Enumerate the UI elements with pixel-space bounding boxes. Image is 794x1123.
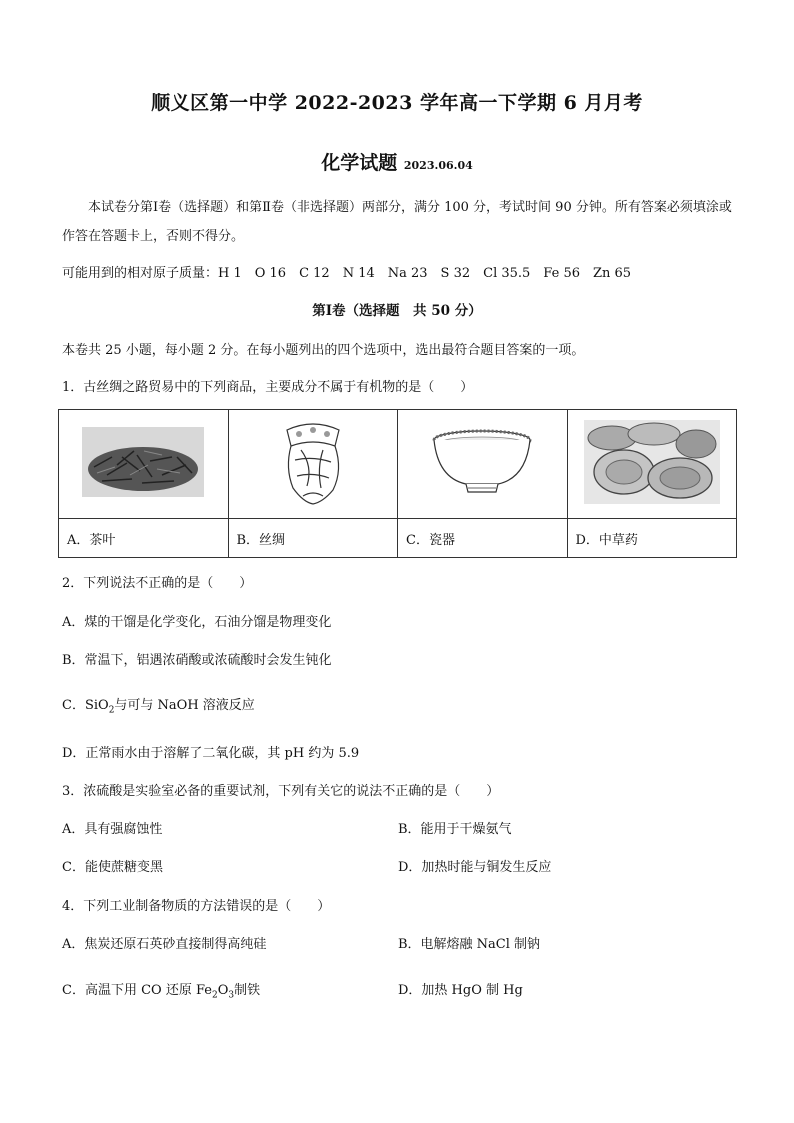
- q2-c-subscript: 2: [108, 705, 115, 716]
- q3-option-c: C．能使蔗糖变黑: [62, 860, 163, 875]
- subject-name: 化学试题: [321, 152, 398, 174]
- q4-c-mid: O: [217, 983, 229, 998]
- q4-c-suffix: 制铁: [234, 983, 261, 998]
- q2-option-d: D．正常雨水由于溶解了二氧化碳，其 pH 约为 5.9: [62, 746, 360, 761]
- q1-option-a: A．茶叶: [59, 519, 229, 558]
- q4-stem: 4．下列工业制备物质的方法错误的是（ ）: [62, 899, 331, 914]
- q4-option-a: A．焦炭还原石英砂直接制得高纯硅: [62, 937, 267, 952]
- q1-stem: 1．古丝绸之路贸易中的下列商品，主要成分不属于有机物的是（ ）: [62, 380, 474, 395]
- atomic-masses: 可能用到的相对原子质量：H 1 O 16 C 12 N 14 Na 23 S 32 Cl 35.5 Fe 56 Zn 65: [62, 266, 632, 281]
- herb-image-cell: [567, 410, 737, 519]
- q1-option-d: D．中草药: [567, 519, 737, 558]
- intro-paragraph: 本试卷分第Ⅰ卷（选择题）和第Ⅱ卷（非选择题）两部分，满分 100 分，考试时间 90 分钟。所有答案必须填涂或作答在答题卡上，否则不得分。: [62, 200, 732, 244]
- herbal-medicine-image: [584, 420, 720, 504]
- porcelain-bowl-image: [430, 426, 534, 498]
- q3-option-a: A．具有强腐蚀性: [62, 822, 163, 837]
- q2-c-formula: SiO: [84, 698, 109, 713]
- tea-leaves-image: [82, 427, 204, 497]
- q1-image-table: [58, 409, 737, 558]
- q4-c-prefix: C．高温下用 CO 还原 Fe: [62, 983, 212, 998]
- q4-c-sub2: 3: [228, 990, 235, 1001]
- q3-stem: 3．浓硫酸是实验室必备的重要试剂，下列有关它的说法不正确的是（ ）: [62, 784, 500, 799]
- q2-option-b: B．常温下，铝遇浓硝酸或浓硫酸时会发生钝化: [62, 653, 332, 668]
- q4-c-sub1: 2: [211, 990, 218, 1001]
- q2-c-suffix: 与可与 NaOH 溶液反应: [114, 698, 255, 713]
- section-instruction: 本卷共 25 小题，每小题 2 分。在每小题列出的四个选项中，选出最符合题目答案的一项。: [62, 343, 585, 358]
- q2-stem: 2．下列说法不正确的是（ ）: [62, 576, 253, 591]
- q4-option-c: [62, 979, 260, 1001]
- silk-image-cell: [228, 410, 398, 519]
- q1-option-b: B．丝绸: [228, 519, 398, 558]
- q4-option-b: B．电解熔融 NaCl 制钠: [398, 937, 541, 952]
- exam-date: 2023.06.04: [403, 159, 473, 172]
- porcelain-image-cell: [398, 410, 568, 519]
- exam-title: 顺义区第一中学 2022-2023 学年高一下学期 6 月月考: [151, 92, 643, 114]
- tea-image-cell: [59, 410, 229, 519]
- q1-option-c: C．瓷器: [398, 519, 568, 558]
- q2-option-a: A．煤的干馏是化学变化，石油分馏是物理变化: [62, 615, 332, 630]
- q4-option-d: D．加热 HgO 制 Hg: [398, 983, 523, 998]
- subject-title: [0, 148, 794, 175]
- q3-option-b: B．能用于干燥氨气: [398, 822, 512, 837]
- silk-cloth-image: [273, 416, 353, 508]
- q2-option-c: [62, 694, 255, 716]
- section-title: 第Ⅰ卷（选择题 共 50 分）: [312, 303, 482, 319]
- q2-c-prefix: C．: [62, 698, 85, 713]
- q3-option-d: D．加热时能与铜发生反应: [398, 860, 552, 875]
